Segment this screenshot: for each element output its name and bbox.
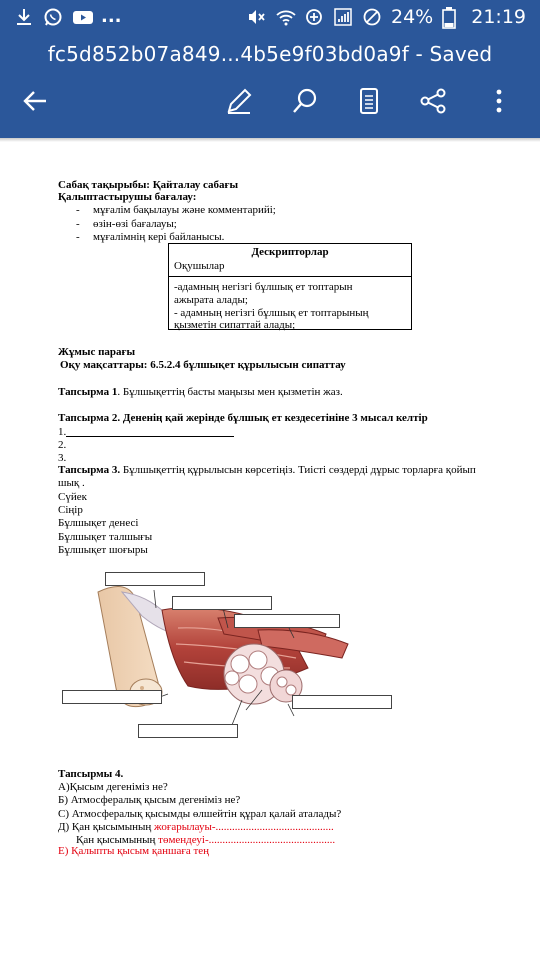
whatsapp-icon	[43, 7, 63, 27]
task-3-label: Тапсырма 3.	[58, 464, 121, 476]
youtube-icon	[72, 7, 92, 27]
table-row: -адамның негізгі бұлшық ет топтарын	[174, 281, 353, 293]
task-1-label: Тапсырма 1	[58, 386, 118, 398]
word-bank-item: Бұлшықет шоғыры	[58, 544, 148, 556]
battery-percent: 24%	[391, 6, 434, 28]
assessment-item: мұғалім бақылауы және комментарийі;	[93, 204, 276, 216]
task-2-line: 3.	[58, 452, 67, 464]
table-divider	[169, 276, 411, 277]
label-blank-box[interactable]	[172, 596, 272, 610]
item-d2-prefix: Қан қысымының	[76, 834, 159, 846]
share-button[interactable]	[416, 86, 450, 120]
mute-icon	[246, 7, 266, 27]
battery-icon	[442, 7, 462, 27]
task-4-item-d	[58, 821, 334, 834]
bullet-dash: -	[76, 204, 80, 216]
muscle-structure-figure	[58, 570, 398, 746]
wifi-icon	[275, 7, 295, 27]
task-3-text: Бұлшықеттің құрылысын көрсетіңіз. Тиісті сөздерді дұрыс торларға қойып	[120, 464, 476, 476]
more-notifications: ...	[101, 6, 122, 27]
task-1	[58, 386, 343, 399]
table-row: қызметін сипаттай алады;	[174, 319, 296, 331]
label-blank-box[interactable]	[105, 572, 205, 586]
clock: 21:19	[471, 6, 526, 28]
table-row: - адамның негізгі бұлшық ет топтарының	[174, 307, 369, 319]
app-toolbar	[0, 36, 540, 138]
task-2-line: 2.	[58, 439, 67, 451]
topic-label: Сабақ тақырыбы:	[58, 179, 150, 191]
item-d-dots: ...........................................	[215, 821, 334, 833]
task-1-text: . Бұлшықеттің басты маңызы мен қызметін жаз.	[117, 386, 343, 398]
download-icon	[14, 7, 34, 27]
item-d-prefix: Д) Қан қысымының	[58, 821, 155, 833]
assessment-item: өзін-өзі бағалауы;	[93, 218, 177, 230]
descriptors-table	[168, 243, 412, 330]
label-blank-box[interactable]	[234, 614, 340, 628]
share-icon	[418, 86, 448, 121]
task-2-line: 1.	[58, 426, 67, 438]
bullet-dash: -	[76, 218, 80, 230]
edit-pencil-icon	[224, 86, 254, 121]
back-button[interactable]	[18, 86, 52, 120]
task-4-item-b: Б) Атмосфералық қысым дегеніміз не?	[58, 794, 241, 806]
item-d2-dots: ..............................................	[208, 834, 336, 846]
word-bank-item: Сіңір	[58, 504, 83, 516]
document-title: fc5d852b07a849...4b5e9f03bd0a9f - Saved	[47, 42, 493, 66]
assessment-item: мұғалімнің кері байланысы.	[93, 231, 225, 243]
task-4-item-c: С) Атмосфералық қысымды өлшейтін құрал қалай аталады?	[58, 808, 342, 820]
search-icon	[290, 86, 320, 121]
dnd-icon	[362, 7, 382, 27]
table-subheader: Оқушылар	[174, 260, 225, 272]
assessment-heading: Қалыптастырушы бағалау:	[58, 191, 197, 203]
answer-underline	[66, 436, 234, 437]
more-options-button[interactable]	[482, 86, 516, 120]
signal-icon	[333, 7, 353, 27]
task-3	[58, 464, 476, 477]
task-3-text-cont: шық .	[58, 477, 85, 489]
task-4-item-a: А)Қысым дегеніміз не?	[58, 781, 168, 793]
table-row: ажырата алады;	[174, 294, 248, 306]
label-blank-box[interactable]	[292, 695, 392, 709]
item-d2-highlight: төмендеуі-	[158, 834, 209, 846]
label-blank-box[interactable]	[138, 724, 238, 738]
word-bank-item: Бұлшықет денесі	[58, 517, 139, 529]
task-4-heading: Тапсырмы 4.	[58, 768, 124, 780]
task-2-heading: Тапсырма 2. Дененің қай жерінде бұлшық ет кездесетініне 3 мысал келтір	[58, 412, 428, 424]
more-vert-icon	[484, 86, 514, 121]
word-bank-item: Бұлшықет талшығы	[58, 531, 153, 543]
item-d-highlight: жоғарылауы-	[154, 821, 216, 833]
edit-button[interactable]	[222, 86, 256, 120]
label-blank-box[interactable]	[62, 690, 162, 704]
learning-objectives: Оқу мақсаттары: 6.5.2.4 бұлшықет құрылысын сипаттау	[60, 359, 346, 371]
task-4-item-e: Е) Қалыпты қысым қаншаға тең	[58, 845, 210, 857]
reading-view-icon	[354, 86, 384, 121]
search-button[interactable]	[288, 86, 322, 120]
document-page[interactable]	[0, 142, 540, 960]
table-header: Дескрипторлар	[251, 246, 329, 258]
status-bar	[0, 0, 540, 36]
data-saver-icon	[304, 7, 324, 27]
topic-value: Қайталау сабағы	[149, 179, 239, 191]
worksheet-heading: Жұмыс парағы	[58, 346, 136, 358]
back-arrow-icon	[20, 86, 50, 121]
reading-view-button[interactable]	[352, 86, 386, 120]
bullet-dash: -	[76, 231, 80, 243]
word-bank-item: Сүйек	[58, 491, 87, 503]
